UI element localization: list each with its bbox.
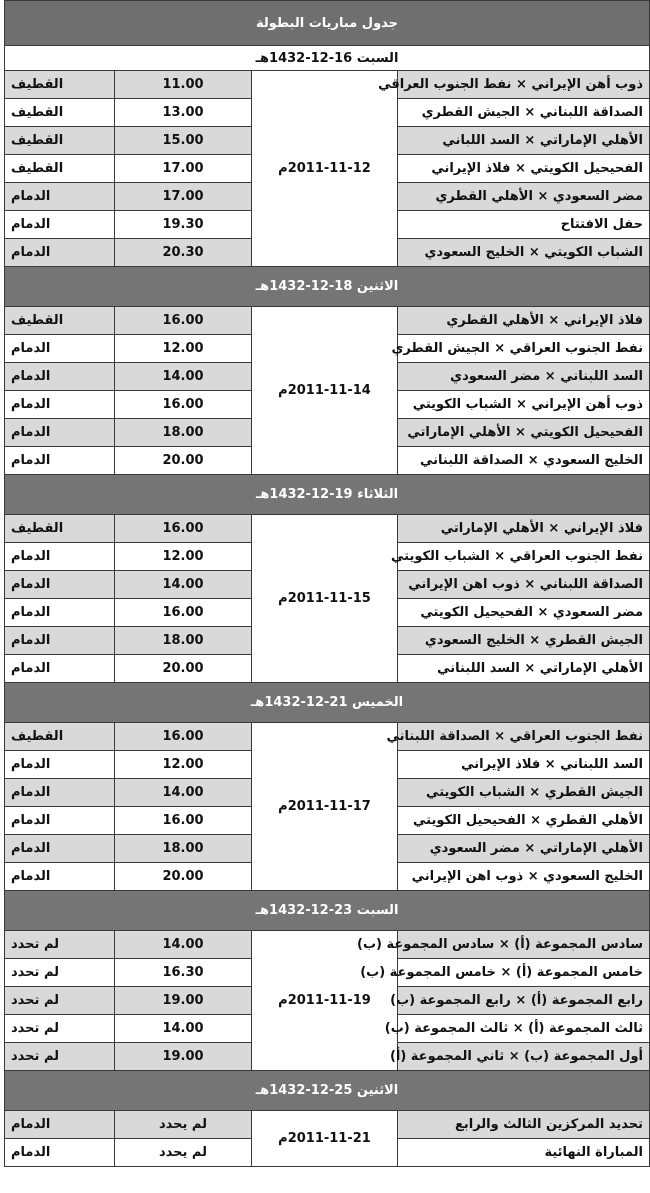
day-heading: الخميس 21-12-1432هـ [5, 683, 650, 723]
venue-cell: الدمام [5, 447, 115, 475]
match-cell: مضر السعودي × الأهلي القطري [398, 183, 650, 211]
match-cell: تحديد المركزين الثالث والرابع [398, 1111, 650, 1139]
time-cell: 16.00 [115, 723, 252, 751]
match-cell: السد اللبناني × مضر السعودي [398, 363, 650, 391]
venue-cell: لم تحدد [5, 959, 115, 987]
gregorian-date-cell: 2011-11-12م [252, 71, 398, 267]
venue-cell: لم تحدد [5, 1043, 115, 1071]
match-cell: الأهلي الإماراتي × السد اللباني [398, 127, 650, 155]
day-header-row [5, 1071, 650, 1111]
venue-cell: القطيف [5, 155, 115, 183]
gregorian-date-cell: 2011-11-15م [252, 515, 398, 683]
venue-cell: الدمام [5, 239, 115, 267]
venue-cell: الدمام [5, 571, 115, 599]
gregorian-date-cell: 2011-11-19م [252, 931, 398, 1071]
match-cell: الخليج السعودي × ذوب اهن الإيراني [398, 863, 650, 891]
venue-cell: الدمام [5, 391, 115, 419]
match-cell: أول المجموعة (ب) × ثاني المجموعة (أ) [398, 1043, 650, 1071]
venue-cell: لم تحدد [5, 987, 115, 1015]
venue-cell: القطيف [5, 127, 115, 155]
match-cell: الجيش القطري × الخليج السعودي [398, 627, 650, 655]
time-cell: 19.30 [115, 211, 252, 239]
match-cell: الصداقة اللبناني × ذوب اهن الإيراني [398, 571, 650, 599]
page-title: جدول مباريات البطولة [5, 1, 650, 46]
time-cell: 14.00 [115, 931, 252, 959]
table-row [5, 515, 650, 543]
table-row [5, 723, 650, 751]
day-heading: السبت 23-12-1432هـ [5, 891, 650, 931]
match-cell: الفحيحيل الكويتي × الأهلي الإماراتي [398, 419, 650, 447]
time-cell: 12.00 [115, 751, 252, 779]
venue-cell: الدمام [5, 1111, 115, 1139]
title-row [5, 1, 650, 46]
venue-cell: الدمام [5, 183, 115, 211]
day-header-row [5, 475, 650, 515]
match-cell: السد اللبناني × فلاذ الإيراني [398, 751, 650, 779]
time-cell: 18.00 [115, 419, 252, 447]
time-cell: 20.00 [115, 863, 252, 891]
match-cell: ذوب أهن الإيراني × الشباب الكويتي [398, 391, 650, 419]
time-cell: 16.00 [115, 391, 252, 419]
match-cell: الجيش القطري × الشباب الكويتي [398, 779, 650, 807]
venue-cell: الدمام [5, 363, 115, 391]
venue-cell: الدمام [5, 419, 115, 447]
match-cell: الأهلي القطري × الفحيحيل الكويتي [398, 807, 650, 835]
time-cell: 14.00 [115, 1015, 252, 1043]
match-cell: المباراة النهائية [398, 1139, 650, 1167]
match-cell: الصداقة اللبناني × الجيش القطري [398, 99, 650, 127]
time-cell: 16.30 [115, 959, 252, 987]
schedule-table [4, 0, 650, 1167]
time-cell: 17.00 [115, 183, 252, 211]
day-header-row [5, 267, 650, 307]
time-cell: 18.00 [115, 627, 252, 655]
match-cell: حفل الافتتاح [398, 211, 650, 239]
match-cell: نفط الجنوب العراقي × الصداقة اللبناني [398, 723, 650, 751]
time-cell: 12.00 [115, 543, 252, 571]
venue-cell: الدمام [5, 807, 115, 835]
venue-cell: لم تحدد [5, 931, 115, 959]
time-cell: لم يحدد [115, 1139, 252, 1167]
match-cell: فلاذ الإيراني × الأهلي القطري [398, 307, 650, 335]
time-cell: 13.00 [115, 99, 252, 127]
gregorian-date-cell: 2011-11-14م [252, 307, 398, 475]
match-cell: سادس المجموعة (أ) × سادس المجموعة (ب) [398, 931, 650, 959]
match-cell: خامس المجموعة (أ) × خامس المجموعة (ب) [398, 959, 650, 987]
match-cell: الأهلي الإماراتي × السد اللبناني [398, 655, 650, 683]
match-cell: ذوب أهن الإيراني × نفط الجنوب العراقي [398, 71, 650, 99]
time-cell: 20.30 [115, 239, 252, 267]
venue-cell: القطيف [5, 307, 115, 335]
time-cell: 16.00 [115, 599, 252, 627]
venue-cell: الدمام [5, 627, 115, 655]
venue-cell: الدمام [5, 543, 115, 571]
day-header-row [5, 46, 650, 71]
day-heading: السبت 16-12-1432هـ [5, 46, 650, 71]
table-row [5, 931, 650, 959]
venue-cell: الدمام [5, 655, 115, 683]
table-row [5, 1111, 650, 1139]
gregorian-date-cell: 2011-11-17م [252, 723, 398, 891]
day-heading: الثلاثاء 19-12-1432هـ [5, 475, 650, 515]
venue-cell: القطيف [5, 71, 115, 99]
day-heading: الاثنين 18-12-1432هـ [5, 267, 650, 307]
venue-cell: الدمام [5, 751, 115, 779]
time-cell: 16.00 [115, 515, 252, 543]
gregorian-date-cell: 2011-11-21م [252, 1111, 398, 1167]
table-row [5, 307, 650, 335]
venue-cell: الدمام [5, 335, 115, 363]
venue-cell: القطيف [5, 99, 115, 127]
match-cell: الشباب الكويتي × الخليج السعودي [398, 239, 650, 267]
venue-cell: الدمام [5, 1139, 115, 1167]
time-cell: 11.00 [115, 71, 252, 99]
match-cell: الفحيحيل الكويتي × فلاذ الإيراني [398, 155, 650, 183]
venue-cell: القطيف [5, 515, 115, 543]
day-header-row [5, 683, 650, 723]
match-cell: نفط الجنوب العراقي × الشباب الكويتي [398, 543, 650, 571]
match-cell: مضر السعودي × الفحيحيل الكويتي [398, 599, 650, 627]
match-cell: نفط الجنوب العراقي × الجيش القطري [398, 335, 650, 363]
time-cell: 14.00 [115, 779, 252, 807]
day-header-row [5, 891, 650, 931]
match-cell: رابع المجموعة (أ) × رابع المجموعة (ب) [398, 987, 650, 1015]
match-cell: ثالث المجموعة (أ) × ثالث المجموعة (ب) [398, 1015, 650, 1043]
match-cell: الأهلي الإماراتي × مضر السعودي [398, 835, 650, 863]
venue-cell: الدمام [5, 211, 115, 239]
time-cell: 20.00 [115, 447, 252, 475]
time-cell: 17.00 [115, 155, 252, 183]
schedule-body [5, 1, 650, 1167]
time-cell: 16.00 [115, 807, 252, 835]
time-cell: 18.00 [115, 835, 252, 863]
time-cell: 20.00 [115, 655, 252, 683]
time-cell: 14.00 [115, 571, 252, 599]
time-cell: 16.00 [115, 307, 252, 335]
table-row [5, 71, 650, 99]
venue-cell: لم تحدد [5, 1015, 115, 1043]
venue-cell: الدمام [5, 779, 115, 807]
time-cell: لم يحدد [115, 1111, 252, 1139]
time-cell: 14.00 [115, 363, 252, 391]
match-cell: فلاذ الإيراني × الأهلي الإماراتي [398, 515, 650, 543]
time-cell: 19.00 [115, 987, 252, 1015]
venue-cell: القطيف [5, 723, 115, 751]
match-cell: الخليج السعودي × الصداقة اللبناني [398, 447, 650, 475]
venue-cell: الدمام [5, 599, 115, 627]
venue-cell: الدمام [5, 863, 115, 891]
venue-cell: الدمام [5, 835, 115, 863]
time-cell: 15.00 [115, 127, 252, 155]
time-cell: 19.00 [115, 1043, 252, 1071]
day-heading: الاثنين 25-12-1432هـ [5, 1071, 650, 1111]
time-cell: 12.00 [115, 335, 252, 363]
